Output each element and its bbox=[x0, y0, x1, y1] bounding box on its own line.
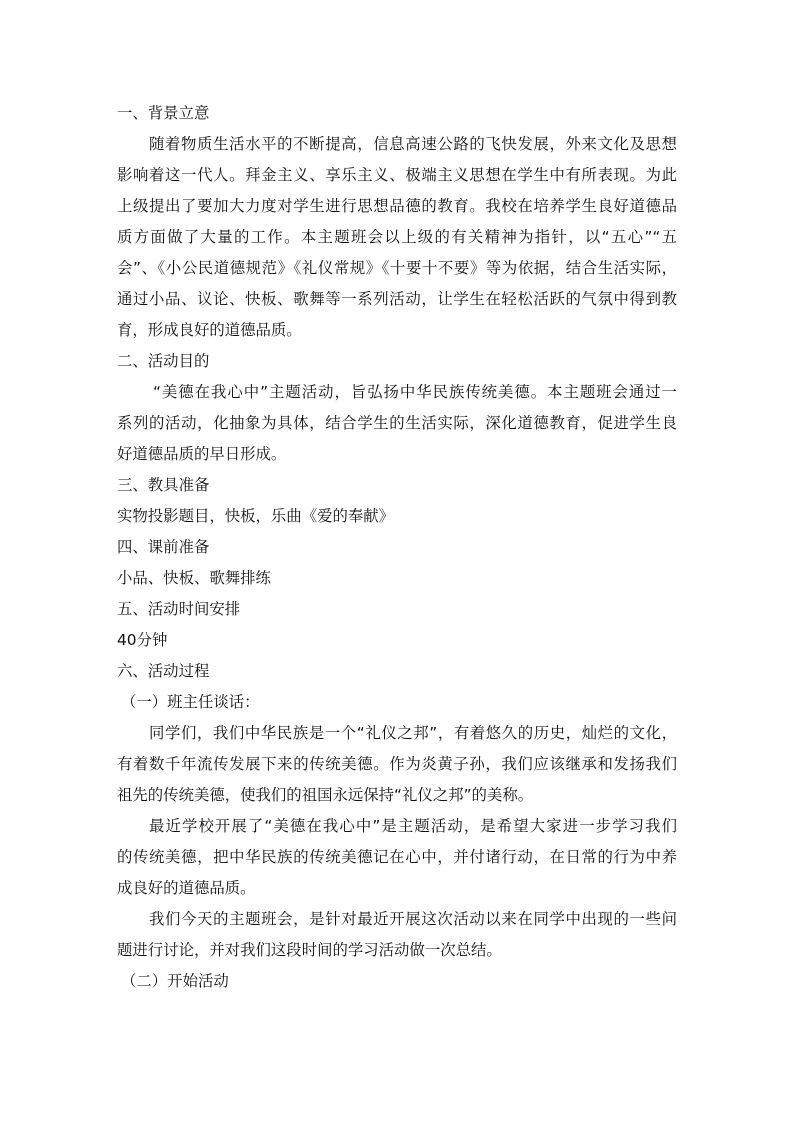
time-text: 40分钟 bbox=[117, 631, 168, 649]
paragraph-purpose bbox=[117, 377, 677, 470]
text-line: 上级提出了要加大力度对学生进行思想品德的教育。我校在培养学生良好道德品 bbox=[117, 197, 677, 215]
preparation-text: 小品、快板、歌舞排练 bbox=[117, 569, 271, 587]
text-line: 系列的活动，化抽象为具体，结合学生的生活实际，深化道德教育，促进学生良 bbox=[117, 414, 677, 432]
text-line: 影响着这一代人。拜金主义、享乐主义、极端主义思想在学生中有所表现。为此 bbox=[117, 166, 677, 184]
paragraph-background bbox=[117, 129, 677, 346]
subsection-heading-teacher-talk: （一）班主任谈话： bbox=[121, 693, 260, 711]
materials-text: 实物投影题目，快板，乐曲《爱的奉献》 bbox=[117, 507, 395, 525]
text-line: 随着物质生活水平的不断提高，信息高速公路的飞快发展，外来文化及思想 bbox=[149, 135, 677, 153]
section-heading-process: 六、活动过程 bbox=[117, 662, 210, 680]
section-heading-time: 五、活动时间安排 bbox=[117, 600, 241, 618]
text-line: 题进行讨论，并对我们这段时间的学习活动做一次总结。 bbox=[117, 941, 502, 959]
text-line: 我们今天的主题班会，是针对最近开展这次活动以来在同学中出现的一些问 bbox=[149, 910, 677, 928]
text-line: 育，形成良好的道德品质。 bbox=[117, 321, 302, 339]
section-heading-materials: 三、教具准备 bbox=[117, 476, 210, 494]
paragraph-talk-2 bbox=[117, 811, 677, 904]
text-line: 好道德品质的早日形成。 bbox=[117, 445, 287, 463]
text-line: 通过小品、议论、快板、歌舞等一系列活动，让学生在轻松活跃的气氛中得到教 bbox=[117, 290, 677, 308]
text-line: 的传统美德，把中华民族的传统美德记在心中，并付诸行动，在日常的行为中养 bbox=[117, 848, 677, 866]
section-heading-background: 一、背景立意 bbox=[117, 104, 210, 122]
text-line: 成良好的道德品质。 bbox=[117, 879, 256, 897]
text-line: “美德在我心中”主题活动，旨弘扬中华民族传统美德。本主题班会通过一 bbox=[153, 383, 677, 401]
section-heading-preparation: 四、课前准备 bbox=[117, 538, 210, 556]
text-line: 会”、《小公民道德规范》《礼仪常规》《十要十不要》等为依据，结合生活实际， bbox=[117, 259, 677, 277]
section-heading-purpose: 二、活动目的 bbox=[117, 352, 210, 370]
document-page bbox=[117, 98, 677, 997]
paragraph-talk-1 bbox=[117, 718, 677, 811]
text-line: 祖先的传统美德，使我们的祖国永远保持“礼仪之邦”的美称。 bbox=[117, 786, 534, 804]
text-line: 同学们，我们中华民族是一个“礼仪之邦”，有着悠久的历史，灿烂的文化， bbox=[149, 724, 677, 742]
paragraph-talk-3 bbox=[117, 904, 677, 966]
text-line: 有着数千年流传发展下来的传统美德。作为炎黄子孙，我们应该继承和发扬我们 bbox=[117, 755, 677, 773]
subsection-heading-start-activity: （二）开始活动 bbox=[121, 972, 229, 990]
text-line: 质方面做了大量的工作。本主题班会以上级的有关精神为指针，以“五心”“五 bbox=[117, 228, 677, 246]
text-line: 最近学校开展了“美德在我心中”是主题活动，是希望大家进一步学习我们 bbox=[149, 817, 677, 835]
